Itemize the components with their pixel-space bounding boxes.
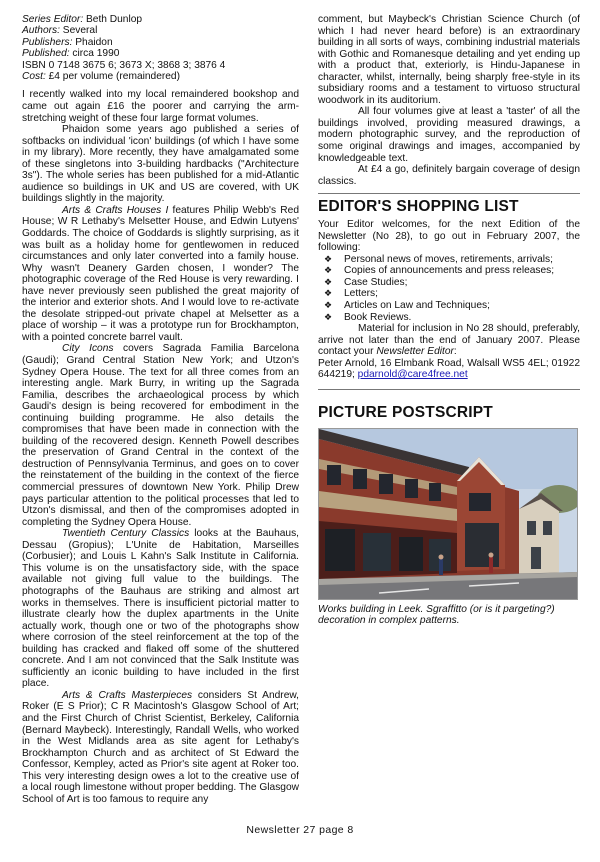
- photo-caption: Works building in Leek. Sgraffitto (or is it pargeting?) decoration in complex patterns.: [318, 603, 555, 627]
- review-paragraph: All four volumes give at least a 'taster' of all the buildings involved, providing measured drawings, a modern photographic survey, and the reproduction of some original drawings and images, accompanied by knowledgeable text.: [318, 106, 580, 164]
- review-paragraph: Arts & Crafts Masterpieces considers St Andrew, Roker (E S Prior); C R Macintosh's Glasgow School of Art; and the First Church of Christ Scientist, Berkeley, California (Bernard Maybeck). Interestingly, Randall Wells, who worked in the West Midlands area as site agent for Lethaby's Brockhampton Church and as architect of St Edward the Confessor, Kempley, acted as Prior's site agent at Roker too. This very interesting design owes a lot to the creative use of a local rough limestone without proper bedding. The Glasgow School of Art is too famous to require any: [22, 689, 299, 805]
- diamond-bullet-icon: ❖: [324, 288, 333, 299]
- email-link[interactable]: pdarnold@care4free.net: [357, 369, 468, 381]
- diamond-bullet-icon: ❖: [324, 311, 333, 322]
- review-paragraph: I recently walked into my local remaindered bookshop and came out again £16 the poorer and carrying the arm-stretching weight of these four large format volumes.: [22, 89, 299, 124]
- picture-postscript-heading: PICTURE POSTSCRIPT: [318, 403, 493, 421]
- book-title: Arts & Crafts Masterpieces: [62, 689, 193, 701]
- shopping-deadline: Material for inclusion in No 28 should, preferably, arrive not later than the end of January 2007. Please contact your Newsletter Editor:: [318, 323, 580, 358]
- diamond-bullet-icon: ❖: [324, 276, 333, 287]
- diamond-bullet-icon: ❖: [324, 253, 333, 264]
- list-item: ❖ Book Reviews.: [324, 311, 412, 323]
- meta-cost: Cost: £4 per volume (remaindered): [22, 71, 180, 83]
- review-paragraph: Phaidon some years ago published a series of softbacks on individual 'icon' buildings (of which I have some in my library). More recently, they have amalgamated some of these singletons into 3-building hardbacks ("Architecture 3s"). The whole series has been published for a mid-Atlantic audience so buildings in UK and US are covered, with UK buildings slightly in the majority.: [22, 124, 299, 205]
- review-paragraph: comment, but Maybeck's Christian Science Church (of which I had never heard before) is an extraordinary building in all sorts of ways, combining industrial materials with Gothic and Romanesque detailing and yet ending up with a product that, exteriorly, is Hindu-Japanese in character, whilst, internally, being sharply free-style in its subsidiary rooms and a testament to virtuoso structural woodwork in its auditorium.: [318, 14, 580, 106]
- book-title: City Icons: [62, 343, 114, 355]
- review-paragraph: Twentieth Century Classics looks at the Bauhaus, Dessau (Gropius); L'Unite de Habitation, Marseilles (Corbusier); and Louis L Kahn's Salk Institute in California. This volume is on the unsatisfactory side, with the space available not giving full value to the buildings. The photographs of the Bauhaus are striking and almost art works in themselves. There is insufficient pictorial matter to illustrate clearly how the duplex apartments in the Unite actually work, though one or two of the photographs show where corrosion of the steel reinforcement at the top of the building has cracked and flaked off some of the shuttered concrete. And I am not convinced that the Salk Institute was sufficiently an iconic building to have included in the first place.: [22, 528, 300, 690]
- shopping-intro: Your Editor welcomes, for the next Edition of the Newsletter (No 28), to go out in February 2007, the following:: [318, 219, 580, 254]
- section-divider: [318, 389, 580, 390]
- shopping-list: [318, 254, 580, 323]
- list-item: ❖ Personal news of moves, retirements, arrivals;: [324, 253, 553, 265]
- editor-contact: Peter Arnold, 16 Elmbank Road, Walsall WS5 4EL; 01922 644219; pdarnold@care4free.net: [318, 357, 580, 381]
- list-item: ❖ Copies of announcements and press releases;: [324, 265, 555, 277]
- meta-authors: Authors: Several: [22, 25, 98, 37]
- review-paragraph: At £4 a go, definitely bargain coverage of design classics.: [318, 164, 580, 187]
- photo-illustration: [319, 429, 577, 599]
- leek-works-building-photo: [318, 428, 578, 600]
- book-title: Arts & Crafts Houses I: [62, 204, 169, 216]
- list-item: ❖ Articles on Law and Techniques;: [324, 300, 490, 312]
- list-item: ❖ Case Studies;: [324, 276, 408, 288]
- review-body: [22, 89, 299, 805]
- shopping-list-heading: EDITOR'S SHOPPING LIST: [318, 198, 519, 216]
- meta-series-editor: Series Editor: Beth Dunlop: [22, 14, 143, 25]
- book-title: Twentieth Century Classics: [62, 528, 190, 540]
- list-item: ❖ Letters;: [324, 288, 378, 300]
- meta-published: Published: circa 1990: [22, 48, 120, 60]
- review-paragraph: City Icons covers Sagrada Familia Barcelona (Gaudi); Grand Central Station New York; and Utzon's Sydney Opera House. The text for all three comes from an interesting angle. Mark Burry, in writing up the Sagrada Familia, describes the archaeological process by which Gaudi's design is being recovered for embodiment in the continuing building programme. He also details the compromises that have been made in connection with the building of the recovered design. Kenneth Powell describes the preservation of Grand Central in the context of the destruction of Pennsylvania Terminus, and goes on to cover the reinstatement of the building in the context of the fierce commercial pressures of downtown New York. Philip Drew pays particular attention to the political processes that led to Utzon's dismissal, and then of the compromises adopted in completing the Sydney Opera House.: [22, 343, 299, 528]
- meta-publishers: Publishers: Phaidon: [22, 36, 113, 48]
- diamond-bullet-icon: ❖: [324, 300, 333, 311]
- review-continued: [318, 14, 580, 187]
- diamond-bullet-icon: ❖: [324, 265, 333, 276]
- page-footer: Newsletter 27 page 8: [246, 824, 354, 836]
- meta-isbn: ISBN 0 7148 3675 6; 3673 X; 3868 3; 3876 4: [22, 59, 226, 71]
- left-column: [22, 14, 299, 805]
- review-paragraph: Arts & Crafts Houses I features Philip Webb's Red House; W R Lethaby's Melsetter House, and Edwin Lutyens' Goddards. The choice of Goddards is slightly surprising, as it was built as a holiday home for gentlewomen in reduced circumstances and only later converted into a family house. Why wasn't Deanery Garden chosen, I wonder? The photographic coverage of the Red House is very rewarding. I have never previously seen published the great majority of the interior and exterior shots. And I would love to re-activate the desolate stripped-out private chapel at Melsetter as a place of worship – it was a prototype run for Brockhampton, with a pointed concrete barrel vault.: [22, 204, 299, 343]
- section-divider: [318, 193, 580, 194]
- right-column: [318, 14, 580, 627]
